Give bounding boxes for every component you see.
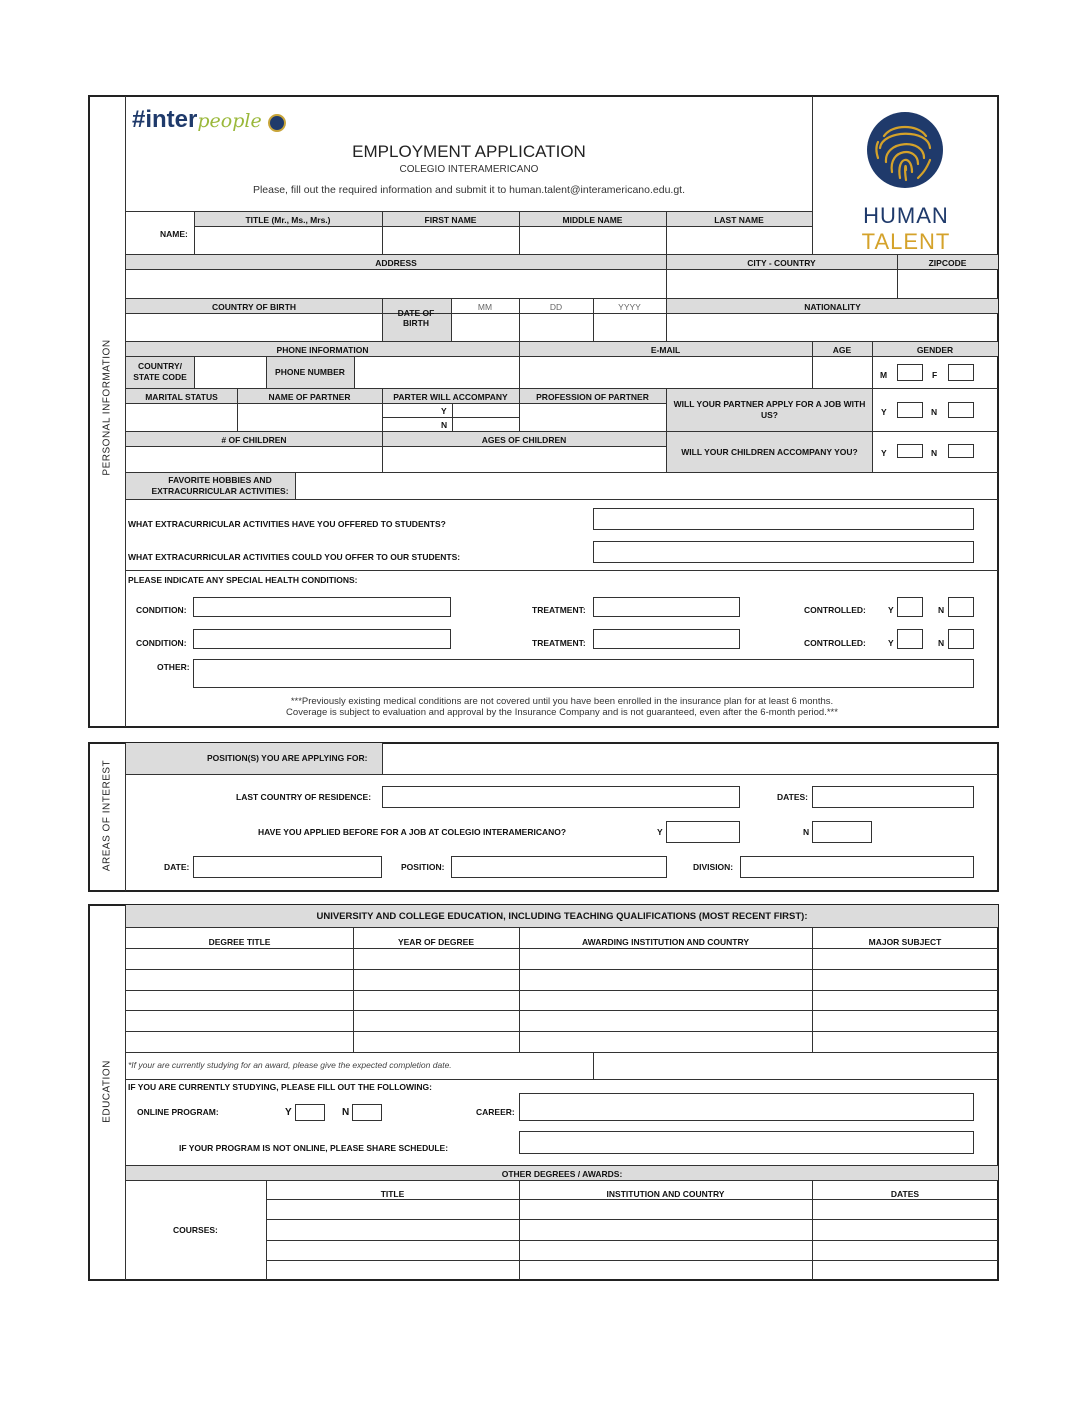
course-row[interactable] xyxy=(267,1241,998,1260)
residence-dates-input[interactable] xyxy=(812,786,974,808)
courses-label: COURSES: xyxy=(173,1225,218,1235)
course-row[interactable] xyxy=(267,1220,998,1240)
country-code-field[interactable] xyxy=(195,357,266,388)
partner-name-field[interactable] xyxy=(238,404,382,431)
instructions: Please, fill out the required information and submit it to human.talent@interamericano.edu.gt. xyxy=(252,184,686,196)
middle-name-field[interactable] xyxy=(520,227,665,253)
email-field[interactable] xyxy=(520,357,812,388)
partner-profession-field[interactable] xyxy=(520,404,666,431)
zipcode-field[interactable] xyxy=(898,270,998,297)
education-row[interactable] xyxy=(126,949,998,969)
treatment-1-input[interactable] xyxy=(593,597,740,617)
schedule-input[interactable] xyxy=(519,1131,974,1154)
controlled-1-no-checkbox[interactable] xyxy=(948,597,974,617)
nationality-field[interactable] xyxy=(667,314,998,340)
controlled-2-no-checkbox[interactable] xyxy=(948,629,974,649)
condition-1-input[interactable] xyxy=(193,597,451,617)
birth-year-field[interactable] xyxy=(594,314,666,340)
previous-date-input[interactable] xyxy=(193,856,382,878)
treatment-2-input[interactable] xyxy=(593,629,740,649)
other-degrees-title: OTHER DEGREES / AWARDS: xyxy=(501,1169,623,1179)
career-input[interactable] xyxy=(519,1093,974,1121)
logo-seal-icon xyxy=(268,114,286,132)
birth-day-field[interactable] xyxy=(520,314,593,340)
other-condition-input[interactable] xyxy=(193,659,974,688)
health-note-1: ***Previously existing medical conditions are not covered until you have been enrolled in the insurance plan for at least 6 months. xyxy=(290,696,834,707)
applied-before-no-input[interactable] xyxy=(812,821,872,843)
children-accompany-yes-checkbox[interactable] xyxy=(897,444,923,458)
controlled-1-yes-checkbox[interactable] xyxy=(897,597,923,617)
education-row[interactable] xyxy=(126,991,998,1010)
condition-2-input[interactable] xyxy=(193,629,451,649)
course-row[interactable] xyxy=(267,1200,998,1219)
interpeople-logo: #interpeople xyxy=(132,106,292,136)
partner-accompany-no-field[interactable] xyxy=(453,418,519,431)
controlled-2-yes-checkbox[interactable] xyxy=(897,629,923,649)
birth-month-field[interactable] xyxy=(452,314,519,340)
education-row[interactable] xyxy=(126,970,998,990)
country-of-birth-field[interactable] xyxy=(126,314,382,340)
gender-f-checkbox[interactable] xyxy=(948,364,974,381)
extracurricular-offered-input[interactable] xyxy=(593,508,974,530)
city-country-field[interactable] xyxy=(667,270,897,297)
children-accompany-no-checkbox[interactable] xyxy=(948,444,974,458)
last-name-field[interactable] xyxy=(667,227,811,253)
phone-number-field[interactable] xyxy=(355,357,519,388)
address-field[interactable] xyxy=(126,270,666,297)
university-title: UNIVERSITY AND COLLEGE EDUCATION, INCLUDING TEACHING QUALIFICATIONS (MOST RECENT FIRST): xyxy=(316,911,808,922)
education-row[interactable] xyxy=(126,1032,998,1052)
previous-division-input[interactable] xyxy=(740,856,974,878)
studying-note: *If your are currently studying for an award, please give the expected completion date. xyxy=(128,1060,452,1070)
ages-children-field[interactable] xyxy=(383,447,666,472)
hobbies-field[interactable] xyxy=(296,473,998,499)
partner-accompany-yes-field[interactable] xyxy=(453,404,519,417)
partner-apply-no-checkbox[interactable] xyxy=(948,402,974,418)
online-yes-checkbox[interactable] xyxy=(295,1104,325,1121)
name-label: NAME: xyxy=(160,229,188,239)
previous-position-input[interactable] xyxy=(451,856,667,878)
online-no-checkbox[interactable] xyxy=(352,1104,382,1121)
extracurricular-could-input[interactable] xyxy=(593,541,974,563)
last-country-input[interactable] xyxy=(382,786,740,808)
education-section-label: EDUCATION xyxy=(101,1060,113,1123)
health-note-2: Coverage is subject to evaluation and approval by the Insurance Company and is not guaranteed, even after the 6-month period.*** xyxy=(286,707,838,718)
num-children-field[interactable] xyxy=(126,447,382,472)
interest-section-label: AREAS OF INTEREST xyxy=(101,759,113,872)
positions-field[interactable] xyxy=(383,743,998,774)
first-name-field[interactable] xyxy=(383,227,518,253)
page-title: EMPLOYMENT APPLICATION xyxy=(352,142,586,161)
applied-before-yes-input[interactable] xyxy=(666,821,740,843)
title-field[interactable] xyxy=(195,227,381,253)
completion-date-field[interactable] xyxy=(594,1053,998,1079)
partner-apply-yes-checkbox[interactable] xyxy=(897,402,923,418)
personal-section-label: PERSONAL INFORMATION xyxy=(101,339,113,476)
age-field[interactable] xyxy=(813,357,872,388)
human-talent-logo: HUMAN TALENT xyxy=(814,100,998,250)
fingerprint-icon xyxy=(814,100,998,196)
gender-m-checkbox[interactable] xyxy=(897,364,923,381)
education-row[interactable] xyxy=(126,1011,998,1031)
course-row[interactable] xyxy=(267,1261,998,1279)
marital-status-field[interactable] xyxy=(126,404,237,431)
page-subtitle: COLEGIO INTERAMERICANO xyxy=(399,164,539,175)
